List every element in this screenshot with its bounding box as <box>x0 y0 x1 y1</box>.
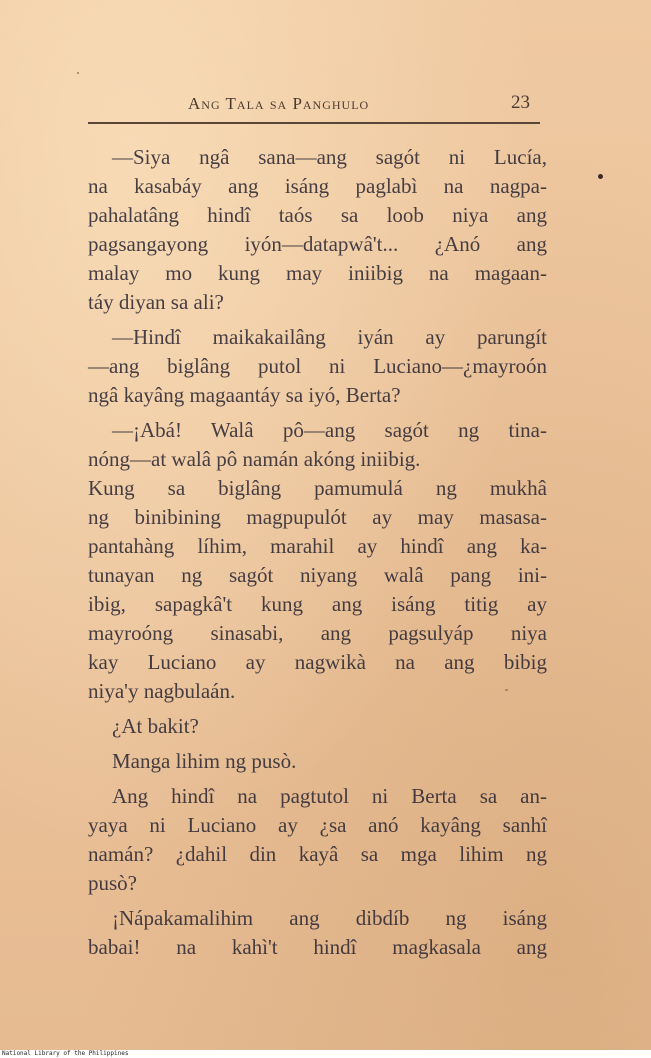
running-title: Ang Tala sa Panghulo <box>188 94 370 113</box>
text-line: pagsangayong iyón—datapwâ't... ¿Anó ang <box>88 232 547 256</box>
text-line: kay Luciano ay nagwikà na ang bibig <box>88 650 547 674</box>
text-line: niya'y nagbulaán. <box>88 679 236 703</box>
text-line: Ang hindî na pagtutol ni Berta sa an- <box>112 784 547 808</box>
paragraph <box>88 904 547 962</box>
text-line: ¡Nápakamalihim ang dibdíb ng isáng <box>112 906 547 930</box>
page-number: 23 <box>511 92 530 113</box>
text-line: —Hindî maikakailâng iyán ay parungít <box>112 325 547 349</box>
text-line: Manga lihim ng pusò. <box>112 749 297 773</box>
paragraph <box>88 143 547 317</box>
paragraph <box>88 474 547 706</box>
text-line: tunayan ng sagót niyang walâ pang ini- <box>88 563 547 587</box>
text-line: —ang biglâng putol ni Luciano—¿mayroón <box>88 354 547 378</box>
text-line: pantahàng líhim, marahil ay hindî ang ka- <box>88 534 547 558</box>
text-line: pahalatâng hindî taós sa loob niya ang <box>88 203 547 227</box>
paragraph <box>88 323 547 410</box>
page-header <box>88 92 540 124</box>
text-line: ngâ kayâng magaantáy sa iyó, Berta? <box>88 383 401 407</box>
text-line: —¡Abá! Walâ pô—ang sagót ng tina- <box>112 418 547 442</box>
text-line: Kung sa biglâng pamumulá ng mukhâ <box>88 476 547 500</box>
text-line: ¿At bakit? <box>112 714 199 738</box>
text-line: nóng—at walâ pô namán akóng iniibig. <box>88 447 421 471</box>
text-line: namán? ¿dahil din kayâ sa mga lihim ng <box>88 842 547 866</box>
paragraph <box>88 416 547 474</box>
text-line: malay mo kung may iniibig na magaan- <box>88 261 547 285</box>
paper-speck <box>505 689 508 691</box>
text-line: mayroóng sinasabi, ang pagsulyáp niya <box>88 621 547 645</box>
paper-speck <box>598 174 603 179</box>
text-line: táy diyan sa ali? <box>88 290 224 314</box>
text-line: ng binibining magpupulót ay may masasa- <box>88 505 547 529</box>
text-line: ibig, sapagkâ't kung ang isáng titig ay <box>88 592 547 616</box>
body-text <box>88 143 547 962</box>
text-line: pusò? <box>88 871 137 895</box>
paragraph <box>88 712 547 741</box>
paragraph <box>88 747 547 776</box>
paper-speck <box>77 72 79 74</box>
text-line: yaya ni Luciano ay ¿sa anó kayâng sanhî <box>88 813 547 837</box>
text-line: —Siya ngâ sana—ang sagót ni Lucía, <box>112 145 547 169</box>
text-line: na kasabáy ang isáng paglabì na nagpa- <box>88 174 547 198</box>
text-line: babai! na kahì't hindî magkasala ang <box>88 935 547 959</box>
paragraph <box>88 782 547 898</box>
library-credit: National Library of the Philippines <box>2 1050 129 1057</box>
